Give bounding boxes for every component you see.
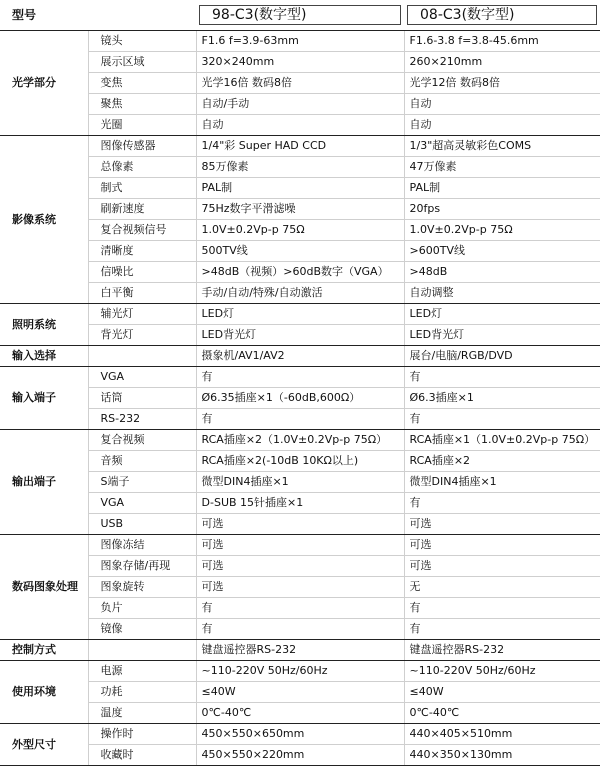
table-row bbox=[0, 598, 600, 619]
table-row bbox=[0, 115, 600, 136]
table-row bbox=[0, 367, 600, 388]
spec-name: 图象旋转 bbox=[88, 577, 196, 598]
model-1-value: 光学16倍 数码8倍 bbox=[196, 73, 404, 94]
table-row bbox=[0, 514, 600, 535]
table-row bbox=[0, 346, 600, 367]
table-row bbox=[0, 409, 600, 430]
table-row bbox=[0, 745, 600, 766]
table-row bbox=[0, 241, 600, 262]
table-row bbox=[0, 577, 600, 598]
spec-body bbox=[0, 31, 600, 766]
table-row bbox=[0, 472, 600, 493]
spec-name: 展示区域 bbox=[88, 52, 196, 73]
group-label: 输出端子 bbox=[0, 430, 88, 535]
table-row bbox=[0, 73, 600, 94]
model-1-value: RCA插座×2（1.0V±0.2Vp-p 75Ω） bbox=[196, 430, 404, 451]
spec-name: 变焦 bbox=[88, 73, 196, 94]
group-label: 影像系统 bbox=[0, 136, 88, 304]
spec-name: 聚焦 bbox=[88, 94, 196, 115]
model-2-value: >48dB bbox=[404, 262, 600, 283]
table-row bbox=[0, 640, 600, 661]
model-2-value: 440×405×510mm bbox=[404, 724, 600, 745]
table-row bbox=[0, 493, 600, 514]
model-2-value: 1.0V±0.2Vp-p 75Ω bbox=[404, 220, 600, 241]
model-2-value: RCA插座×2 bbox=[404, 451, 600, 472]
model-2-value: 光学12倍 数码8倍 bbox=[404, 73, 600, 94]
model-1-value: 1/4"彩 Super HAD CCD bbox=[196, 136, 404, 157]
group-label: 数码图象处理 bbox=[0, 535, 88, 640]
table-row bbox=[0, 325, 600, 346]
spec-name: 功耗 bbox=[88, 682, 196, 703]
model-2-value: 有 bbox=[404, 367, 600, 388]
spec-name: 总像素 bbox=[88, 157, 196, 178]
table-row bbox=[0, 304, 600, 325]
spec-name: 温度 bbox=[88, 703, 196, 724]
model-1-value: F1.6 f=3.9-63mm bbox=[196, 31, 404, 52]
model-1-value: 0℃-40℃ bbox=[196, 703, 404, 724]
spec-name: 复合视频信号 bbox=[88, 220, 196, 241]
model-2-value: 有 bbox=[404, 619, 600, 640]
model-1-value: LED背光灯 bbox=[196, 325, 404, 346]
model-2-value: PAL制 bbox=[404, 178, 600, 199]
model-1-value: RCA插座×2(-10dB 10KΩ以上) bbox=[196, 451, 404, 472]
spec-name: 图像冻结 bbox=[88, 535, 196, 556]
model-2-value: 可选 bbox=[404, 535, 600, 556]
group-label: 控制方式 bbox=[0, 640, 88, 661]
spec-name: 镜像 bbox=[88, 619, 196, 640]
model-2-value: ~110-220V 50Hz/60Hz bbox=[404, 661, 600, 682]
model-1-value: 有 bbox=[196, 367, 404, 388]
spec-name: 复合视频 bbox=[88, 430, 196, 451]
group-label: 输入选择 bbox=[0, 346, 88, 367]
table-row bbox=[0, 661, 600, 682]
spec-name: 图像传感器 bbox=[88, 136, 196, 157]
table-row bbox=[0, 220, 600, 241]
model-2-name: 08-C3(数字型) bbox=[407, 5, 597, 25]
group-label: 输入端子 bbox=[0, 367, 88, 430]
model-1-name: 98-C3(数字型) bbox=[199, 5, 401, 25]
group-label: 光学部分 bbox=[0, 31, 88, 136]
model-1-value: PAL制 bbox=[196, 178, 404, 199]
spec-name: 负片 bbox=[88, 598, 196, 619]
table-row bbox=[0, 283, 600, 304]
model-1-value: 有 bbox=[196, 619, 404, 640]
model-1-cell bbox=[196, 0, 404, 31]
header-row bbox=[0, 0, 600, 31]
group-label: 使用环境 bbox=[0, 661, 88, 724]
table-row bbox=[0, 535, 600, 556]
table-row bbox=[0, 157, 600, 178]
spec-name: 操作时 bbox=[88, 724, 196, 745]
spec-name: 辅光灯 bbox=[88, 304, 196, 325]
spec-name bbox=[88, 640, 196, 661]
model-2-value: 有 bbox=[404, 409, 600, 430]
model-2-value: 有 bbox=[404, 493, 600, 514]
model-2-value: 自动 bbox=[404, 94, 600, 115]
model-2-value: 键盘遥控器RS-232 bbox=[404, 640, 600, 661]
model-2-value: 440×350×130mm bbox=[404, 745, 600, 766]
model-1-value: 450×550×220mm bbox=[196, 745, 404, 766]
model-2-value: 微型DIN4插座×1 bbox=[404, 472, 600, 493]
spec-name: 镜头 bbox=[88, 31, 196, 52]
model-2-value: 47万像素 bbox=[404, 157, 600, 178]
spec-name: 背光灯 bbox=[88, 325, 196, 346]
spec-name: 光圈 bbox=[88, 115, 196, 136]
model-1-value: 摄象机/AV1/AV2 bbox=[196, 346, 404, 367]
spec-name: S端子 bbox=[88, 472, 196, 493]
spec-name: 制式 bbox=[88, 178, 196, 199]
model-2-value: >600TV线 bbox=[404, 241, 600, 262]
model-1-value: 键盘遥控器RS-232 bbox=[196, 640, 404, 661]
table-row bbox=[0, 52, 600, 73]
spec-name: VGA bbox=[88, 493, 196, 514]
table-row bbox=[0, 388, 600, 409]
model-1-value: 1.0V±0.2Vp-p 75Ω bbox=[196, 220, 404, 241]
spec-name: 话筒 bbox=[88, 388, 196, 409]
model-2-value: 展台/电脑/RGB/DVD bbox=[404, 346, 600, 367]
model-1-value: 自动 bbox=[196, 115, 404, 136]
group-label: 照明系统 bbox=[0, 304, 88, 346]
model-2-cell bbox=[404, 0, 600, 31]
model-2-value: 无 bbox=[404, 577, 600, 598]
model-1-value: ≤40W bbox=[196, 682, 404, 703]
model-1-value: 可选 bbox=[196, 556, 404, 577]
model-1-value: 微型DIN4插座×1 bbox=[196, 472, 404, 493]
table-row bbox=[0, 136, 600, 157]
spec-name: 电源 bbox=[88, 661, 196, 682]
model-2-value: 可选 bbox=[404, 556, 600, 577]
spec-name bbox=[88, 346, 196, 367]
model-2-value: Ø6.3插座×1 bbox=[404, 388, 600, 409]
model-1-value: 可选 bbox=[196, 535, 404, 556]
model-2-value: F1.6-3.8 f=3.8-45.6mm bbox=[404, 31, 600, 52]
model-2-value: LED灯 bbox=[404, 304, 600, 325]
model-2-value: LED背光灯 bbox=[404, 325, 600, 346]
model-2-value: 自动 bbox=[404, 115, 600, 136]
model-1-value: Ø6.35插座×1（-60dB,600Ω） bbox=[196, 388, 404, 409]
spec-name: 刷新速度 bbox=[88, 199, 196, 220]
model-1-value: 自动/手动 bbox=[196, 94, 404, 115]
spec-name: VGA bbox=[88, 367, 196, 388]
model-1-value: 手动/自动/特殊/自动激活 bbox=[196, 283, 404, 304]
model-2-value: 有 bbox=[404, 598, 600, 619]
spec-name: 清晰度 bbox=[88, 241, 196, 262]
table-row bbox=[0, 556, 600, 577]
table-row bbox=[0, 199, 600, 220]
spec-name: 白平衡 bbox=[88, 283, 196, 304]
model-1-value: 可选 bbox=[196, 514, 404, 535]
model-2-value: 可选 bbox=[404, 514, 600, 535]
table-row bbox=[0, 703, 600, 724]
spec-name: 图象存储/再现 bbox=[88, 556, 196, 577]
model-1-value: LED灯 bbox=[196, 304, 404, 325]
spec-name: USB bbox=[88, 514, 196, 535]
model-2-value: 0℃-40℃ bbox=[404, 703, 600, 724]
model-1-value: 320×240mm bbox=[196, 52, 404, 73]
table-row bbox=[0, 31, 600, 52]
table-row bbox=[0, 451, 600, 472]
table-row bbox=[0, 94, 600, 115]
model-2-value: RCA插座×1（1.0V±0.2Vp-p 75Ω） bbox=[404, 430, 600, 451]
model-1-value: 500TV线 bbox=[196, 241, 404, 262]
model-1-value: 85万像素 bbox=[196, 157, 404, 178]
model-1-value: D-SUB 15针插座×1 bbox=[196, 493, 404, 514]
group-label: 外型尺寸 bbox=[0, 724, 88, 766]
model-1-value: 75Hz数字平滑滤噪 bbox=[196, 199, 404, 220]
model-1-value: ~110-220V 50Hz/60Hz bbox=[196, 661, 404, 682]
spec-name: RS-232 bbox=[88, 409, 196, 430]
model-2-value: 自动调整 bbox=[404, 283, 600, 304]
table-row bbox=[0, 682, 600, 703]
spec-name: 音频 bbox=[88, 451, 196, 472]
model-1-value: 有 bbox=[196, 409, 404, 430]
table-row bbox=[0, 619, 600, 640]
model-2-value: ≤40W bbox=[404, 682, 600, 703]
model-1-value: 有 bbox=[196, 598, 404, 619]
table-row bbox=[0, 262, 600, 283]
model-label: 型号 bbox=[0, 0, 196, 31]
model-1-value: 450×550×650mm bbox=[196, 724, 404, 745]
model-2-value: 20fps bbox=[404, 199, 600, 220]
model-1-value: 可选 bbox=[196, 577, 404, 598]
model-2-value: 260×210mm bbox=[404, 52, 600, 73]
spec-name: 收藏时 bbox=[88, 745, 196, 766]
model-2-value: 1/3"超高灵敏彩色COMS bbox=[404, 136, 600, 157]
table-row bbox=[0, 178, 600, 199]
spec-name: 信噪比 bbox=[88, 262, 196, 283]
table-row bbox=[0, 724, 600, 745]
table-row bbox=[0, 430, 600, 451]
model-1-value: >48dB（视频）>60dB数字（VGA） bbox=[196, 262, 404, 283]
